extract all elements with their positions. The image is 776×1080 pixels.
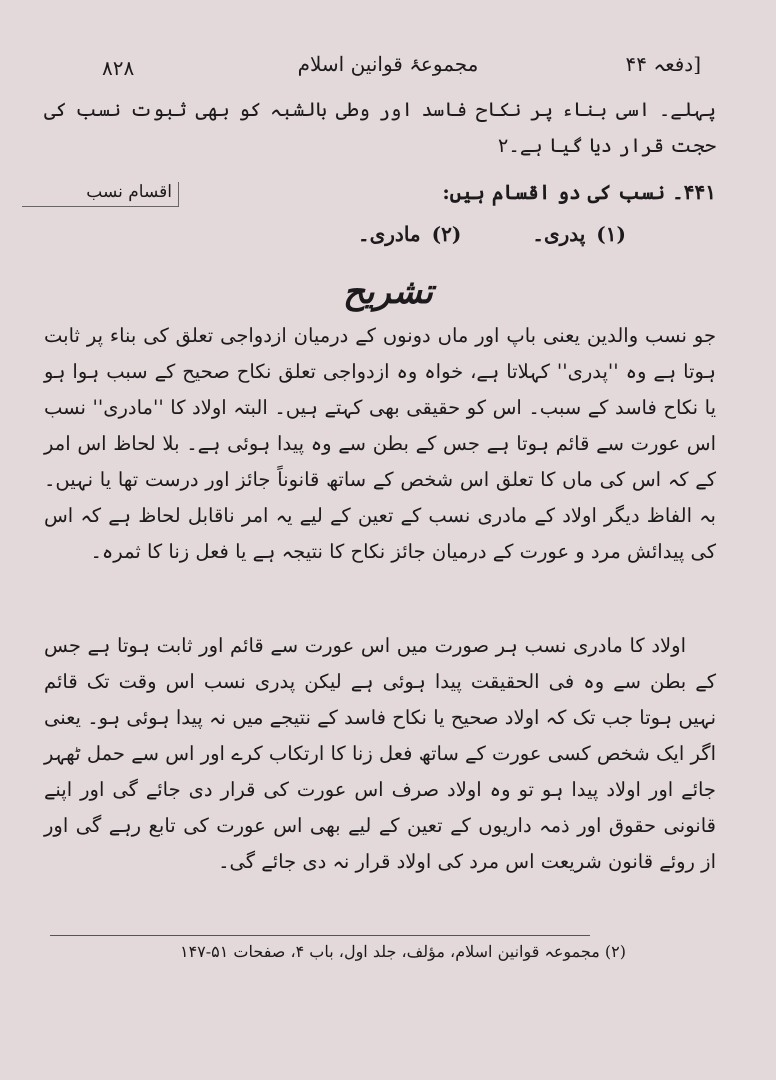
footnote-divider	[50, 935, 590, 936]
rule-heading: ۴۴۱۔ نسب کی دو اقسام ہیں:	[442, 180, 716, 204]
commentary-title: تشریح	[343, 272, 433, 312]
type-paternal: (۱) پدری۔	[532, 222, 626, 246]
page-number: ۸۲۸	[102, 56, 135, 80]
page-header	[40, 50, 736, 90]
rule-types	[226, 222, 626, 246]
footnote: (۲) مجموعہ قوانین اسلام، مؤلف، جلد اول، باب ۴، صفحات ۵۱-۱۴۷	[179, 942, 626, 961]
commentary-paragraph-1: جو نسب والدین یعنی باپ اور ماں دونوں کے درمیان ازدواجی تعلق کی بناء پر ثابت ہوتا ہے وہ ''پدری'' کہلاتا ہے، خواہ وہ ازدواجی تعلق نکاح صحیح کے سبب ہوا ہو یا نکاح فاسد کے سبب۔ اس کو حقیقی بھی کہتے ہیں۔ البتہ اولاد کا ''مادری'' نسب اس عورت سے قائم ہوتا ہے جس کے بطن سے وہ پیدا ہوئی ہے۔ بلا لحاظ اس امر کے کہ اس کی ماں کا تعلق اس شخص کے ساتھ قانوناً جائز اور درست تھا یا نہیں۔ بہ الفاظ دیگر اولاد کے مادری نسب کے تعین کے لیے یہ امر ناقابل لحاظ ہے کہ اس کی پیدائش مرد و عورت کے درمیان جائز نکاح کا نتیجہ ہے یا فعل زنا کا ثمرہ۔	[44, 324, 716, 563]
margin-note: اقسام نسب	[22, 182, 179, 207]
intro-paragraph: پہلے۔ اسی بناء پر نکاح فاسد اور وطی بالشبہ کو بھی ثبوت نسب کی حجت قرار دیا گیا ہے۔۲	[44, 98, 716, 157]
section-reference: [دفعہ ۴۴	[625, 52, 701, 76]
running-title: مجموعۂ قوانین اسلام	[297, 52, 479, 76]
type-maternal: (۲) مادری۔	[357, 222, 462, 246]
commentary-paragraph-2: اولاد کا مادری نسب ہر صورت میں اس عورت سے قائم اور ثابت ہوتا ہے جس کے بطن سے وہ فی الحقیقت پیدا ہوئی ہے لیکن پدری نسب اس وقت تک قائم نہیں ہوتا جب تک کہ اولاد صحیح یا نکاح فاسد کے نتیجے میں نہ پیدا ہوئی ہو۔ یعنی اگر ایک شخص کسی عورت کے ساتھ فعل زنا کا ارتکاب کرے اور اس سے حمل ٹھہر جائے اور اولاد پیدا ہو تو وہ اولاد صرف اس عورت کی قرار دی جائے گی اور اپنے قانونی حقوق اور ذمہ داریوں کے تعین کے لیے بھی اس عورت کی تابع رہے گی اور از روئے قانون شریعت اس مرد کی اولاد قرار نہ دی جائے گی۔	[44, 634, 716, 873]
